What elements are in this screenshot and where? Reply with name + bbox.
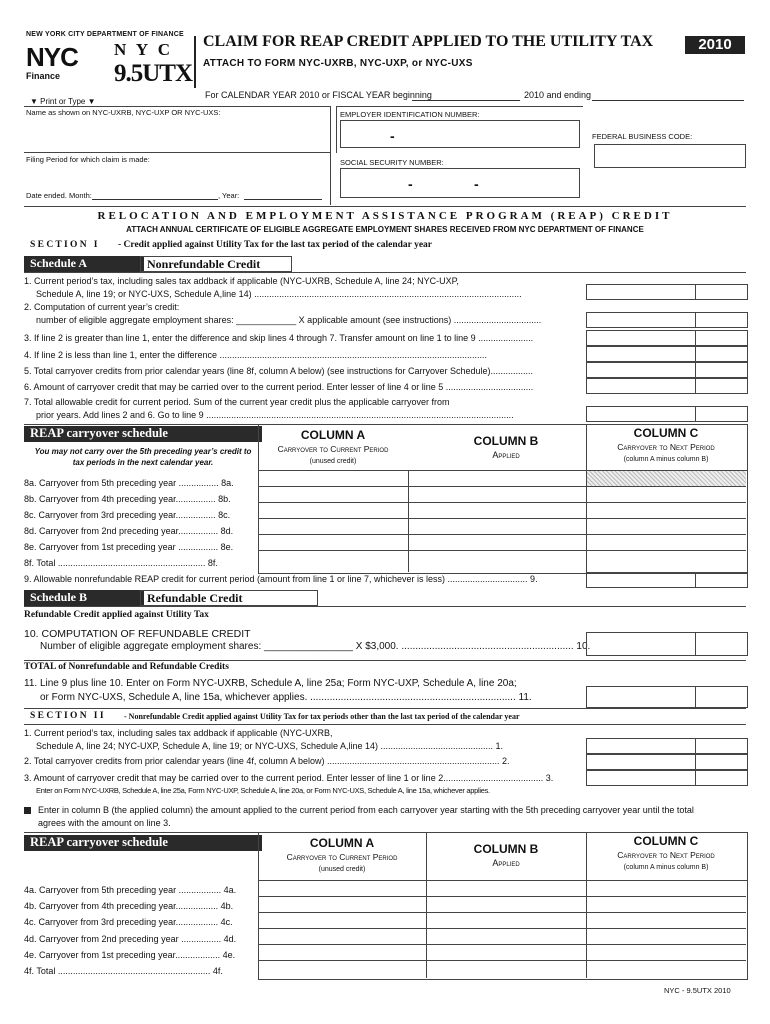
year-label: , Year: (218, 191, 240, 200)
section-2-label: S E C T I O N I I (30, 711, 104, 721)
column-c-subtitle: Carryover to Next Period (617, 850, 715, 860)
attach-instruction: ATTACH TO FORM NYC-UXRB, NYC-UXP, or NYC-UXS (203, 58, 473, 69)
line-7-text (24, 397, 450, 407)
row-text: Carryover from 5th preceding year ................ (39, 478, 219, 488)
tax-year-badge: 2010 (685, 36, 745, 54)
line-number: 6. (24, 382, 32, 392)
grid-line (258, 534, 746, 535)
schedule-a-title: Nonrefundable Credit (140, 256, 292, 272)
grid-line (258, 896, 746, 897)
nyc-logo (26, 44, 86, 70)
column-a-subtitle: Carryover to Current Period (277, 444, 389, 454)
line-text: If line 2 is less than line 1, enter the difference ........................................................................................................... (34, 350, 488, 360)
row-number: 8b. (24, 494, 37, 504)
row-text: Carryover from 4th preceding year................. (39, 901, 219, 911)
divider (24, 152, 330, 153)
line-number: 4. (24, 350, 32, 360)
row-code: 4b. (220, 901, 234, 911)
line-11-amount[interactable] (586, 686, 748, 708)
federal-business-code-input[interactable] (594, 144, 746, 168)
row-number: 4a. (24, 885, 37, 895)
line-3-text (24, 333, 533, 343)
divider (24, 724, 746, 725)
s2-line-1-amount[interactable] (586, 738, 748, 754)
ein-dash: - (390, 128, 395, 144)
row-text: Carryover from 2nd preceding year................ (39, 526, 219, 536)
section-2-description: - Nonrefundable Credit applied against Utility Tax for tax periods other than the last tax period of the calendar year (124, 712, 520, 721)
line-1-text (24, 276, 459, 286)
column-a-subtitle: Carryover to Current Period (286, 852, 398, 862)
line-5-amount[interactable] (586, 362, 748, 378)
grid-line (258, 960, 746, 961)
column-c-header: COLUMN C (633, 834, 699, 848)
row-code: 4a. (223, 885, 237, 895)
column-c-note: (column A minus column B) (623, 456, 709, 463)
form-number: 9.5UTX (114, 60, 193, 87)
divider (24, 708, 746, 709)
row-number: 8e. (24, 542, 37, 552)
row-8d (24, 526, 233, 536)
grid-line (258, 550, 746, 551)
ssn-input[interactable] (340, 168, 580, 198)
section-1-label: S E C T I O N I (30, 240, 98, 250)
column-c-subtitle: Carryover to Next Period (617, 442, 715, 452)
schedule-b-label: Schedule B (24, 590, 144, 606)
header-divider (194, 36, 196, 88)
carryover-grid-2 (258, 880, 748, 980)
row-number: 4e. (24, 950, 37, 960)
bullet-icon (24, 807, 31, 814)
divider (24, 272, 746, 273)
fiscal-begin-field[interactable] (412, 90, 520, 101)
row-number: 8d. (24, 526, 37, 536)
row-text: Carryover from 1st preceding year ................ (39, 542, 219, 552)
ssn-dash: - (474, 176, 479, 192)
row-number: 8a. (24, 478, 37, 488)
row-text: Carryover from 2nd preceding year ................ (39, 934, 222, 944)
form-title: CLAIM FOR REAP CREDIT APPLIED TO THE UTILITY TAX (203, 33, 654, 50)
name-label: Name as shown on NYC-UXRB, NYC-UXP OR NYC-UXS: (26, 108, 221, 117)
schedule-a-label: Schedule A (24, 256, 144, 272)
line-10-heading: 10. COMPUTATION OF REFUNDABLE CREDIT (24, 628, 251, 640)
row-text: Total ............................................................. (36, 966, 211, 976)
column-c-header: COLUMN C (633, 426, 699, 440)
line-5-text (24, 366, 533, 376)
line-number: 5. (24, 366, 32, 376)
ein-input[interactable] (340, 120, 580, 148)
schedule-b-subtitle: Refundable Credit applied against Utility Tax (24, 610, 209, 620)
month-field[interactable] (92, 191, 218, 200)
carryover-schedule-2-title: REAP carryover schedule (24, 835, 262, 851)
ein-label: EMPLOYER IDENTIFICATION NUMBER: (340, 110, 480, 119)
line-number: 2. (24, 302, 32, 312)
row-text: Total ........................................................... (36, 558, 206, 568)
row-number: 4c. (24, 917, 37, 927)
ending-label: 2010 and ending (524, 90, 592, 100)
line-number: 1. (24, 276, 32, 286)
line-text: Computation of current year’s credit: (34, 302, 180, 312)
footer-form-id: NYC - 9.5UTX 2010 (664, 986, 731, 995)
fbc-label: FEDERAL BUSINESS CODE: (592, 132, 693, 141)
row-code: 8a. (221, 478, 234, 488)
line-7-amount[interactable] (586, 406, 748, 422)
grid-line (258, 944, 746, 945)
finance-label: Finance (26, 71, 61, 81)
line-3-amount[interactable] (586, 330, 748, 346)
year-field[interactable] (244, 191, 322, 200)
total-credits-heading: TOTAL of Nonrefundable and Refundable Credits (24, 662, 229, 672)
line-11-text-cont: or Form NYC-UXS, Schedule A, line 15a, whichever applies. .......................................................................... 11. (40, 692, 532, 703)
line-9-text: 9. Allowable nonrefundable REAP credit for current period (amount from line 1 or line 7, whichever is less) ................................ 9. (24, 574, 538, 584)
fiscal-end-field[interactable] (592, 90, 744, 101)
line-number: 3. (24, 333, 32, 343)
calendar-year-label: For CALENDAR YEAR 2010 or FISCAL YEAR beginning (205, 90, 432, 100)
grid-line (258, 486, 746, 487)
s2-line-3-amount[interactable] (586, 770, 748, 786)
row-8f (24, 558, 218, 568)
row-8c (24, 510, 230, 520)
row-code: 4e. (222, 950, 236, 960)
line-9-amount[interactable] (586, 572, 748, 588)
row-number: 8c. (24, 510, 37, 520)
row-code: 4d. (223, 934, 237, 944)
line-2-amount[interactable] (586, 312, 748, 328)
print-or-type: ▼ Print or Type ▼ (30, 97, 96, 106)
divider (24, 606, 746, 607)
grid-line (426, 832, 427, 978)
column-b-subtitle: Applied (492, 450, 520, 460)
section-1-description: - Credit applied against Utility Tax for the last tax period of the calendar year (118, 240, 433, 250)
carryover-schedule-title: REAP carryover schedule (24, 426, 262, 442)
s2-line-1-text-cont: Schedule A, line 24; NYC-UXP, Schedule A, line 19; or NYC-UXS, Schedule A,line 14) ............................................. 1. (36, 741, 504, 751)
s2-line-3-instruction: Enter on Form NYC-UXRB, Schedule A, line 25a, Form NYC-UXP, Schedule A, line 20a, or Form NYC-UXS, Schedule A, line 15a, whichever applies. (36, 786, 490, 795)
row-4d (24, 934, 236, 944)
row-number: 8f. (24, 558, 35, 568)
column-a-note: (unused credit) (309, 458, 357, 465)
divider (24, 660, 746, 661)
row-text: Carryover from 3rd preceding year................. (38, 917, 219, 927)
row-4c (24, 917, 233, 927)
s2-line-2-text: 2. Total carryover credits from prior calendar years (line 4f, column A below) ..................................................................... 2. (24, 756, 510, 766)
row-4f (24, 966, 223, 976)
ssn-dash: - (408, 176, 413, 192)
row-4a (24, 885, 236, 895)
row-4e (24, 950, 235, 960)
line-text: Total allowable credit for current period. Sum of the current year credit plus the applicable carryover from (33, 397, 450, 407)
grid-line (258, 928, 746, 929)
row-code: 8d. (220, 526, 234, 536)
shaded-cell (587, 471, 746, 486)
line-4-text (24, 350, 487, 360)
row-code: 8c. (218, 510, 231, 520)
row-text: Carryover from 3rd preceding year................ (38, 510, 216, 520)
line-6-amount[interactable] (586, 378, 748, 394)
column-a-header: COLUMN A (309, 836, 375, 850)
grid-line (586, 832, 587, 978)
line-2-text (24, 302, 179, 312)
column-b-header: COLUMN B (473, 842, 539, 856)
line-number: 7. (24, 397, 32, 407)
row-8e (24, 542, 233, 552)
row-4b (24, 901, 233, 911)
line-7-text-cont: prior years. Add lines 2 and 6. Go to line 9 ........................................................................................................................... (36, 410, 514, 420)
carryover-note: You may not carry over the 5th preceding year’s credit to tax periods in the next calendar year. (34, 447, 252, 467)
nyc-logo-text: NYC (26, 42, 78, 72)
row-8b (24, 494, 231, 504)
line-text: Total carryover credits from prior calendar years (line 8f, column A below) (see instructions for Carryover Schedule)................. (33, 366, 534, 376)
column-a-note: (unused credit) (318, 866, 366, 873)
grid-line (258, 518, 746, 519)
line-text: Amount of carryover credit that may be carried over to the current period. Enter lesser of line 4 or line 5 ................................... (33, 382, 534, 392)
line-4-amount[interactable] (586, 346, 748, 362)
column-c-note: (column A minus column B) (623, 864, 709, 871)
reap-subtitle: ATTACH ANNUAL CERTIFICATE OF ELIGIBLE AGGREGATE EMPLOYMENT SHARES RECEIVED FROM NYC DEPARTMENT OF FINANCE (126, 225, 644, 234)
line-11-text: 11. Line 9 plus line 10. Enter on Form NYC-UXRB, Schedule A, line 25a; Form NYC-UXP, Schedule A, line 20a; (24, 678, 517, 689)
line-1-amount[interactable] (586, 284, 748, 300)
row-text: Carryover from 1st preceding year.................. (39, 950, 221, 960)
grid-line (258, 502, 746, 503)
s2-instruction-cont: agrees with the amount on line 3. (38, 818, 171, 828)
row-number: 4f. (24, 966, 35, 976)
s2-instruction: Enter in column B (the applied column) the amount applied to the current period from each carryover year starting with the 5th preceding carryover year until the total (38, 805, 694, 815)
s2-line-2-amount[interactable] (586, 754, 748, 770)
line-10-amount[interactable] (586, 632, 748, 656)
s2-line-1-text: 1. Current period’s tax, including sales tax addback if applicable (NYC-UXRB, (24, 728, 333, 738)
row-code: 8f. (207, 558, 218, 568)
row-number: 4d. (24, 934, 37, 944)
line-10-text: Number of eligible aggregate employment shares: ________________ X $3,000. .............................................................. 10. (40, 641, 591, 652)
row-number: 4b. (24, 901, 37, 911)
row-code: 4f. (212, 966, 223, 976)
s2-line-3-text: 3. Amount of carryover credit that may be carried over to the current period. Enter lesser of line 1 or line 2........................................ 3. (24, 773, 554, 783)
form-nyc: N Y C (114, 40, 174, 59)
divider (24, 206, 746, 207)
line-6-text (24, 382, 533, 392)
schedule-b-title: Refundable Credit (140, 590, 318, 606)
grid-line (258, 912, 746, 913)
row-code: 8e. (220, 542, 234, 552)
column-b-subtitle: Applied (492, 858, 520, 868)
row-text: Carryover from 5th preceding year ................. (39, 885, 222, 895)
column-a-header: COLUMN A (300, 428, 366, 442)
ssn-label: SOCIAL SECURITY NUMBER: (340, 158, 444, 167)
line-text: Current period’s tax, including sales tax addback if applicable (NYC-UXRB, Schedule A, line 24; NYC-UXP, (34, 276, 459, 286)
name-field[interactable] (24, 120, 330, 150)
row-text: Carryover from 4th preceding year................ (39, 494, 216, 504)
date-ended-label: Date ended. Month: (26, 191, 92, 200)
department-name: NEW YORK CITY DEPARTMENT OF FINANCE (26, 31, 184, 38)
line-1-text-cont: Schedule A, line 19; or NYC-UXS, Schedule A,line 14) ........................................................................................................... (36, 289, 522, 299)
row-8a (24, 478, 234, 488)
line-text: If line 2 is greater than line 1, enter the difference and skip lines 4 through 7. Transfer amount on line 1 to line 9 ...................... (34, 333, 534, 343)
row-code: 4c. (220, 917, 233, 927)
row-code: 8b. (218, 494, 231, 504)
filing-period-label: Filing Period for which claim is made: (26, 155, 150, 164)
reap-title: RELOCATION AND EMPLOYMENT ASSISTANCE PROGRAM (REAP) CREDIT (97, 210, 673, 222)
line-2-text-cont: number of eligible aggregate employment shares: ____________ X applicable amount (see instructions) ................................... (36, 315, 542, 325)
column-b-header: COLUMN B (473, 434, 539, 448)
